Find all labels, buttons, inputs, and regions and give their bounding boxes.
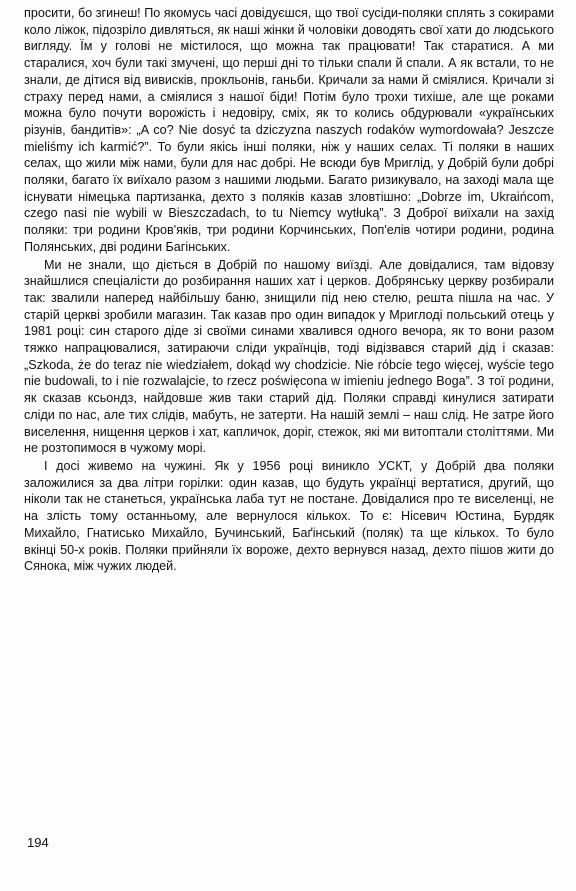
body-text	[24, 5, 554, 575]
paragraph-2: Ми не знали, що діється в Добрій по нашому виїзді. Але довідалися, там відовзу знайшлися спеціалісти до розбирання наших хат і церков. Добрянську церкву розбирали так: звалили наперед найбільшу баню, знищили під нею стелю, решта пішла на час. У старій церкві зробили магазин. Так казав про один випадок у Мриглоді польський отець у 1981 році: син старого діде зі своїми синами хвалився одного вечора, як то вони разом тяжко напрацювалися, затираючи сліди українців, тоді відізвався старий дід і сказав: „Szkoda, że do teraz nie wiedziałem, dokąd wy chodzicie. Nie róbcie tego więcej, wyście tego nie budowali, to i nie rozwalajcie, to rzecz poświęcona w imieniu jednego Boga”. З тої родини, як сказав ксьондз, найдовше жив таки старий дід. Поляки справді кинулися затирати сліди по нас, але тих слідів, мабуть, не затерти. На нашій землі – наш слід. Не затре його виселення, нищення церков і хат, капличок, доріг, стежок, які ми витоптали століттями. Ми не розтопимося в чужому морі.	[24, 257, 554, 456]
paragraph-3: І досі живемо на чужині. Як у 1956 році виникло УСКТ, у Добрій два поляки заложилися за два літри горілки: один казав, що будуть українці вертатися, другий, що ніколи так не станеться, українська лаба тут не постане. Довідалися про те виселенці, не на злість тому останньому, але вернулося кількох. То є: Нісевич Юстина, Бурдяк Михайло, Гнатисько Михайло, Бучинський, Баґінський (поляк) та ще кількох. То було вкінці 50-х років. Поляки прийняли їх вороже, дехто вернувся назад, дехто пішов жити до Сянока, між чужих людей.	[24, 458, 554, 574]
page-number: 194	[27, 835, 49, 850]
paragraph-1: просити, бо згинеш! По якомусь часі довідуєшся, що твої сусіди-поляки сплять з сокирами коло ліжок, підозріло дивляться, як наші жінки й чоловіки доводять свої хати до людського вигляду. Їм у голові не містилося, що можна так працювати! Так старатися. А ми старалися, хоч були такі змучені, що перші дні то тільки спали й спали. А як встали, то не знали, де дітися від вивисків, прокльонів, ганьби. Кричали за нами й сміялися. Кричали зі страху перед нами, а сміялися з нашої біди! Потім було трохи тихіше, але ще роками можна було почути ворожість і недовіру, сміх, як то колись обдурювали «українських різунів, бандитів»: „A co? Nie dosyć ta dziczyzna naszych rodaków wymordowała? Jeszcze mieliśmy ich karmić?”. То були якісь інші поляки, ніж у наших селах. Ті поляки в наших селах, що жили між нами, були для нас добрі. Не всюди був Мриглід, у Добрій були добрі поляки, багато їх виїхало разом з нашими людьми. Багато ризикувало, на заході мала ще існувати німецька партизанка, дехто з поляків казав зловтішно: „Dobrze im, Ukraińcom, czego nasi nie wybili w Bieszczadach, to tu Niemcy wytłuką”. З Доброї виїхали на захід поляки: три родини Кров'яків, три родини Корчинських, Поп'елів чотири родини, родина Полянських, дві родини Багінських.	[24, 6, 554, 254]
